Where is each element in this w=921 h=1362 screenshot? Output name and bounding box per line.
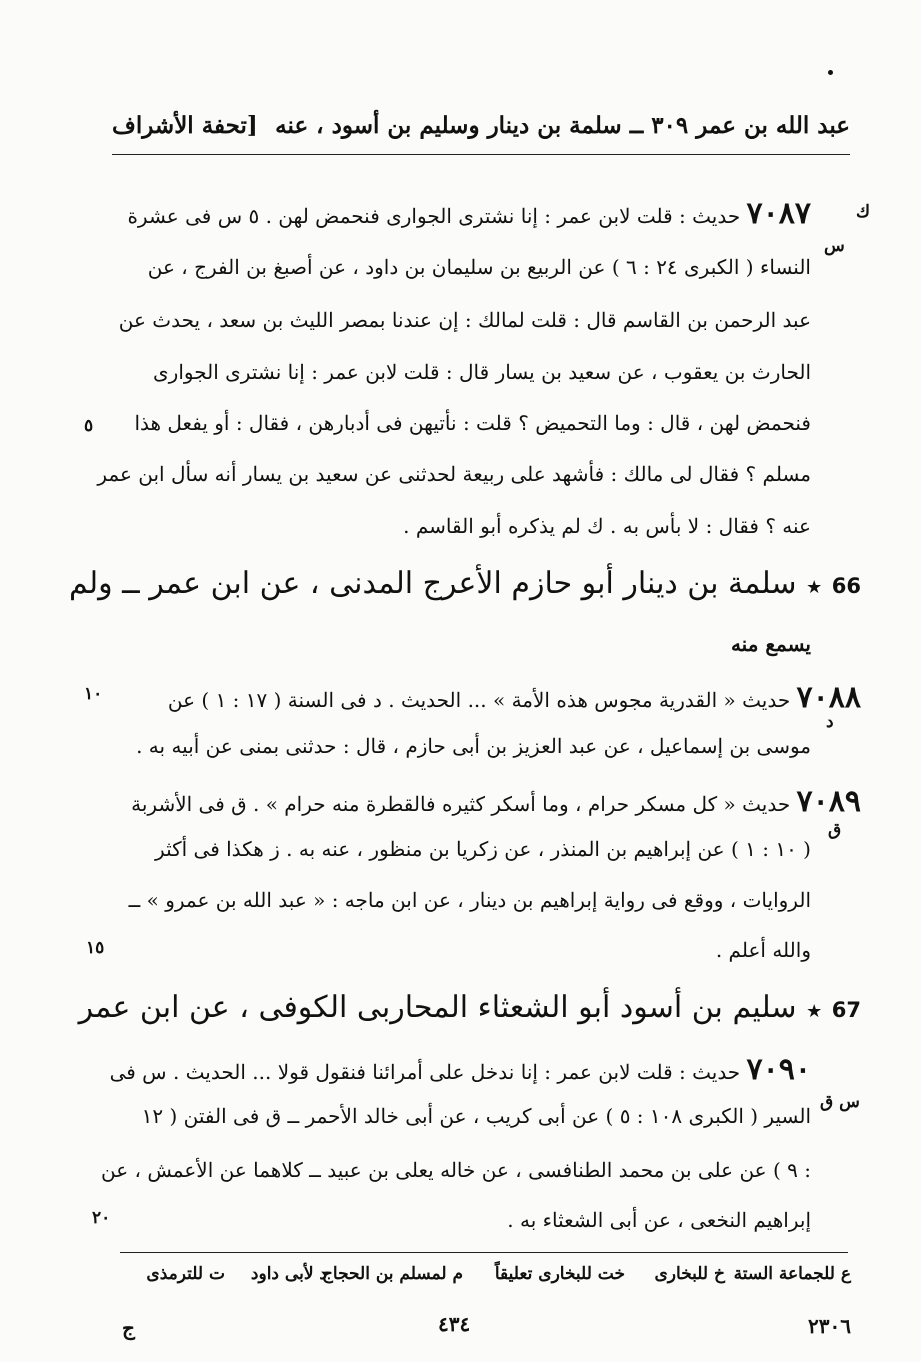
header-rule <box>112 154 850 155</box>
entry-7087-line-5: فنحمض لهن ، قال : وما التحميض ؟ قلت : نأتيهن فى أدبارهن ، فقال : أو يفعل هذا <box>134 411 811 435</box>
page-speck <box>828 70 833 75</box>
hadith-number: ٧٠٨٨ <box>796 680 861 715</box>
abbrev-1: ع للجماعة الستة <box>733 1264 851 1284</box>
entry-7089-line-1 <box>101 784 861 820</box>
star-icon: ★ <box>806 577 823 598</box>
entry-7087-line-3: عبد الرحمن بن القاسم قال : قلت لمالك : إن عندنا بمصر الليث بن سعد ، يحدث عن <box>118 308 811 332</box>
entry-7087-line-4: الحارث بن يعقوب ، عن سعيد بن يسار قال : قلت لابن عمر : إنا نشترى الجوارى <box>153 360 811 384</box>
abbrev-5: د لأبى داود <box>250 1264 327 1284</box>
hadith-number: ٧٠٨٧ <box>746 196 811 231</box>
section-66-heading <box>69 566 861 602</box>
abbrev-2: خ للبخارى <box>654 1264 725 1284</box>
entry-text: حديث « القدرية مجوس هذه الأمة » ... الحديث . د فى السنة ( ١٧ : ١ ) عن <box>167 688 791 712</box>
entry-7087-line-1 <box>111 196 811 232</box>
header-title: عبد الله بن عمر ٣٠٩ ــ سلمة بن دينار وسليم بن أسود ، عنه <box>275 112 850 139</box>
line-number-5: ٥ <box>84 416 94 436</box>
section-title: سلمة بن دينار أبو حازم الأعرج المدنى ، عن ابن عمر ــ ولم <box>69 566 797 601</box>
entry-7090-line-2: السير ( الكبرى ١٠٨ : ٥ ) عن أبى كريب ، عن أبى خالد الأحمر ــ ق فى الفتن ( ١٢ <box>141 1104 811 1128</box>
entry-side-mark: ق <box>828 820 842 840</box>
entry-mark: ك <box>856 202 871 222</box>
entry-side-mark: د <box>826 712 834 732</box>
entry-7087-line-7: عنه ؟ فقال : لا بأس به . ك لم يذكره أبو القاسم . <box>403 514 811 538</box>
entry-7090-line-1 <box>111 1052 811 1088</box>
abbrev-6: ت للترمذى <box>146 1264 225 1284</box>
hadith-number: ٧٠٩٠ <box>746 1052 811 1087</box>
entry-7087-line-6: مسلم ؟ فقال لى مالك : فأشهد على ربيعة لحدثنى عن سعيد بن يسار أنه سأل ابن عمر <box>97 462 811 486</box>
section-number: 66 <box>831 574 861 598</box>
volume-page: ٢٣٠٦ <box>808 1314 851 1338</box>
entry-side-mark: س <box>824 236 845 256</box>
header-book-title: [تحفة الأشراف <box>112 112 258 139</box>
footnote-rule <box>120 1252 848 1253</box>
section-number: 67 <box>831 998 861 1022</box>
entry-7090-line-4: إبراهيم النخعى ، عن أبى الشعثاء به . <box>507 1208 811 1232</box>
entry-7089-line-4: والله أعلم . <box>715 938 811 962</box>
line-number-20: ٢٠ <box>92 1208 111 1228</box>
page-number: ٤٣٤ <box>438 1312 471 1336</box>
entry-side-mark: س ق <box>820 1092 860 1112</box>
entry-text: حديث « كل مسكر حرام ، وما أسكر كثيره فالقطرة منه حرام » . ق فى الأشربة <box>131 792 791 816</box>
running-header <box>112 112 850 148</box>
hadith-number: ٧٠٨٩ <box>796 784 861 819</box>
entry-text: حديث : قلت لابن عمر : إنا ندخل على أمرائنا فنقول قولا ... الحديث . س فى <box>109 1060 741 1084</box>
entry-7090-line-3: : ٩ ) عن على بن محمد الطنافسى ، عن خاله يعلى بن عبيد ــ كلاهما عن الأعمش ، عن <box>100 1158 811 1182</box>
entry-7088-line-2: موسى بن إسماعيل ، عن عبد العزيز بن أبى حازم ، قال : حدثنى بمنى عن أبيه به . <box>136 734 811 758</box>
abbrev-3: خت للبخارى تعليقاً <box>494 1264 625 1284</box>
entry-7087-line-2: النساء ( الكبرى ٢٤ : ٦ ) عن الربيع بن سليمان بن داود ، عن أصبغ بن الفرج ، عن <box>147 255 811 279</box>
section-67-heading <box>78 990 861 1026</box>
line-number-10: ١٥ <box>86 938 105 958</box>
line-number-10-top: ١٠ <box>84 684 103 704</box>
entry-7089-line-3: الروايات ، ووقع فى رواية إبراهيم بن دينار ، عن ابن ماجه : « عبد الله بن عمرو » ــ <box>128 888 811 912</box>
section-title: سليم بن أسود أبو الشعثاء المحاربى الكوفى ، عن ابن عمر <box>78 990 797 1025</box>
section-66-subtitle: يسمع منه <box>730 632 811 656</box>
star-icon: ★ <box>806 1001 823 1022</box>
signature-mark: ج <box>122 1316 135 1340</box>
abbrev-4: م لمسلم بن الحجاج <box>321 1264 463 1284</box>
entry-7088-line-1 <box>101 680 861 716</box>
entry-text: حديث : قلت لابن عمر : إنا نشترى الجوارى فنحمض لهن . ٥ س فى عشرة <box>127 204 741 228</box>
entry-7089-line-2: ( ١٠ : ١ ) عن إبراهيم بن المنذر ، عن زكريا بن منظور ، عنه به . ز هكذا فى أكثر <box>155 837 811 861</box>
